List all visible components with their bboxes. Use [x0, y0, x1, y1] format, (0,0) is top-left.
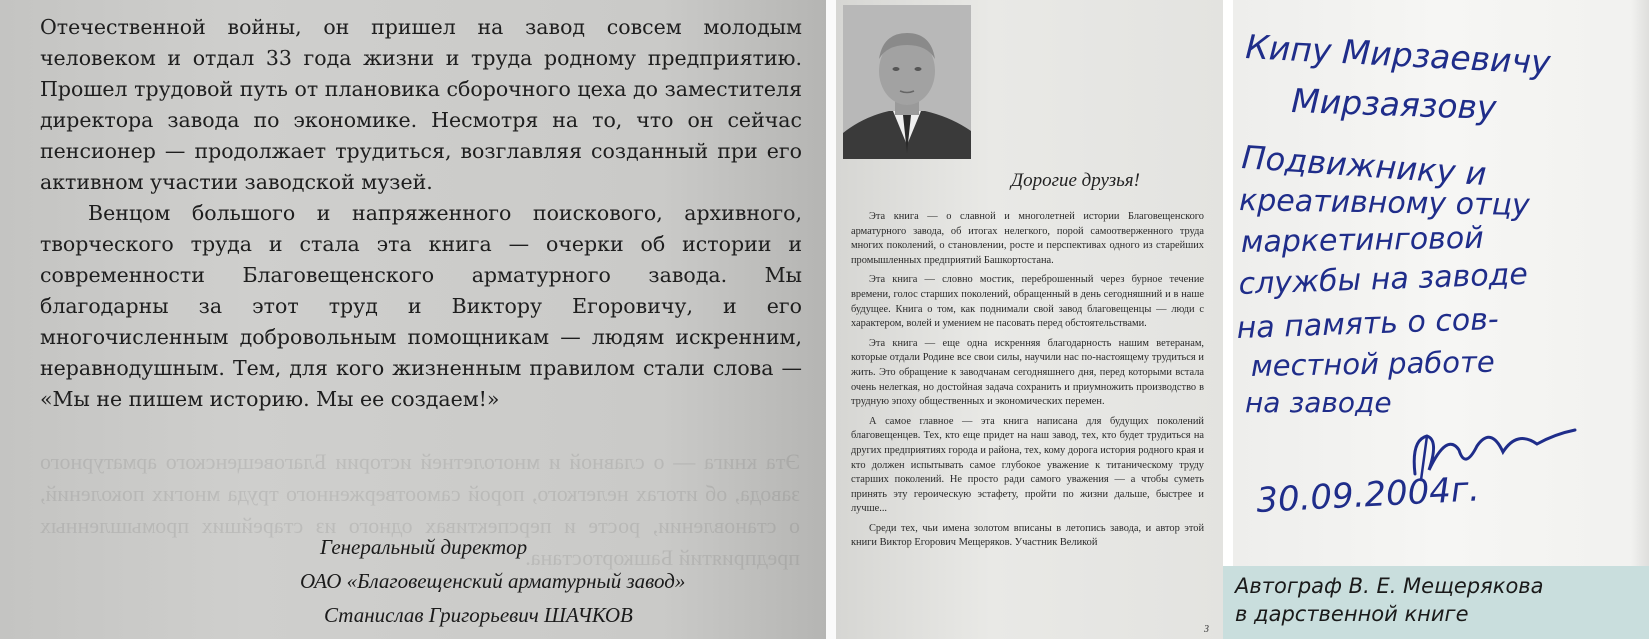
signature-scribble [1414, 430, 1575, 474]
hw-line-6: службы на заводе [1238, 256, 1529, 302]
hw-line-7: на память о сов- [1236, 301, 1500, 346]
autograph-panel [1223, 0, 1649, 639]
middle-paragraph-2: Эта книга — словно мостик, переброшенный через бурное течение времени, голос старших поколений, обращенный в день сегодняшний и в наше будущее. Книга о том, как поднимали свой завод благовещенцы — люди с характером, волей и умением не пасовать перед обстоятельствами. [851, 274, 1204, 330]
director-portrait-photo [843, 5, 971, 159]
caption-line-2: в дарственной книге [1235, 602, 1469, 626]
page-divider [826, 0, 836, 639]
signature-company: ОАО «Благовещенский арматурный завод» [300, 569, 686, 593]
hw-line-9: на заводе [1245, 386, 1392, 419]
hw-line-8: местной работе [1250, 344, 1495, 383]
director-signature-block [300, 530, 800, 632]
signature-name: Станислав Григорьевич ШАЧКОВ [324, 603, 633, 627]
autograph-caption [1223, 566, 1649, 639]
middle-paragraph-3: Эта книга — еще одна искренняя благодарность нашим ветеранам, которые отдали Родине все свои силы, научили нас по-настоящему трудиться и жить. Это обращение к заводчанам сегодняшнего дня, перед которыми встала очень нелегкая, но достойная задача сохранить и приумножить производство в трудную эпоху общественных и экономических перемен. [851, 337, 1204, 408]
signature-title: Генеральный директор [320, 535, 528, 559]
left-paragraph-1: Отечественной войны, он пришел на завод совсем молодым человеком и отдал 33 года жизни и труда родному предприятию. Прошел трудовой путь от плановика сборочного цеха до заместителя директора завода по экономике. Несмотря на то, что он сейчас пенсионер — продолжает трудиться, возглавляя созданный при его активном участии заводской музей. [40, 15, 802, 194]
hw-line-1: Кипу Мирзаевичу [1244, 27, 1552, 82]
caption-line-1: Автограф В. Е. Мещерякова [1235, 574, 1544, 598]
hw-date: 30.09.2004г. [1255, 469, 1481, 521]
middle-page-text [851, 210, 1204, 556]
left-paragraph-2: Венцом большого и напряженного поискового, архивного, творческого труда и стала эта книга — очерки об истории и современности Благовещенского арматурного завода. Мы благодарны за этот труд и Виктору Егоровичу, и его многочисленным добровольным помощникам — людям искренним, неравнодушным. Тем, для кого жизненным правилом стали слова — «Мы не пишем историю. Мы ее создаем!» [40, 201, 802, 411]
hw-line-2: Мирзаязову [1290, 81, 1498, 128]
autograph-page [1233, 0, 1649, 639]
hw-line-4: креативному отцу [1238, 183, 1530, 224]
greeting-heading: Дорогие друзья! [1011, 170, 1140, 191]
middle-paragraph-5: Среди тех, чьи имена золотом вписаны в летопись завода, и автор этой книги Виктор Егорович Мещеряков. Участник Великой [851, 522, 1204, 549]
page-number: 3 [1204, 624, 1209, 635]
middle-paragraph-1: Эта книга — о славной и многолетней истории Благовещенского арматурного завода, об итогах нелегкого, порой самоотверженного труда многих поколений, о становлении, росте и перспективах одного из старейших промышленных предприятий Башкортостана. [851, 211, 1204, 266]
left-page-text [40, 12, 802, 415]
handwritten-dedication [1233, 0, 1649, 560]
portrait-illustration [843, 5, 971, 159]
hw-line-5: маркетинговой [1240, 220, 1484, 260]
hw-line-3: Подвижнику и [1240, 138, 1488, 194]
middle-paragraph-4: А самое главное — эта книга написана для будущих поколений благовещенцев. Тех, кто еще придет на наш завод, тех, кто будет трудиться на других предприятиях города и района, тех, кому дорога история родного края и кто должен испытывать самое глубокое уважение к титаническому труду старших поколений. Не просто ради самого уважения — а чтобы суметь принять эту героическую эстафету, пройти по жизни дальше, быстрее и лучше... [851, 415, 1204, 515]
show-through-text: Эта книга — о славной и многолетней истории Благовещенского арматурного завода, об итогах нелегкого, порой самоотверженного труда многих поколений, о становлении, росте и перспективах одного из старейших промышленных предприятий Башкортостана. [40, 449, 800, 570]
middle-book-page [836, 0, 1223, 639]
